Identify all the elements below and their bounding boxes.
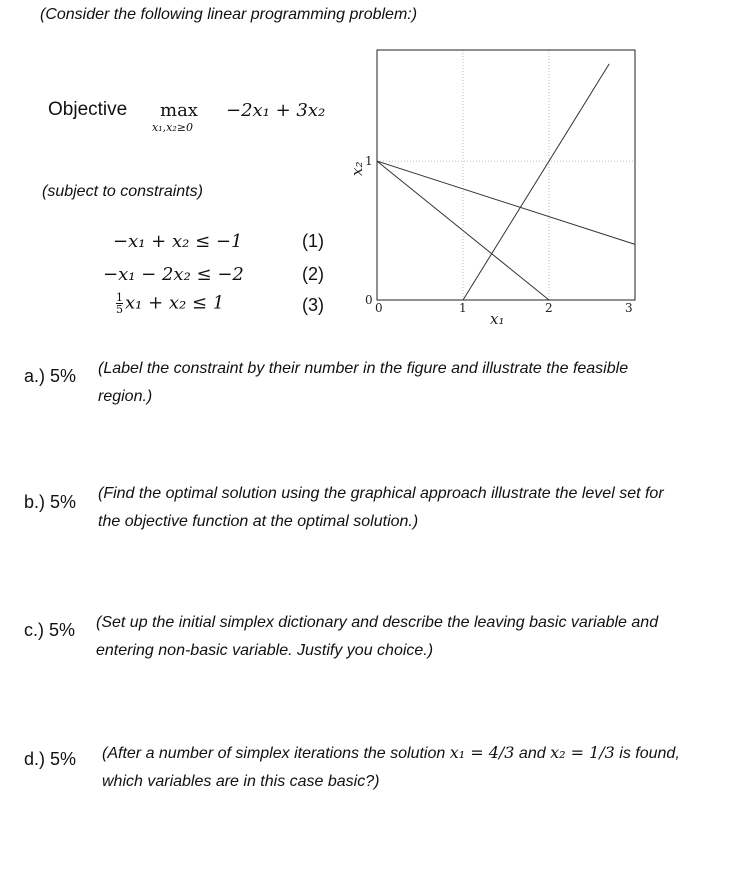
x-tick-label-1: 1 xyxy=(459,301,467,315)
y-origin-label: 0 xyxy=(365,293,373,307)
question-d-math-x1: x₁ = 4/3 xyxy=(449,743,515,762)
subject-to-text: (subject to constraints) xyxy=(42,183,203,200)
constraint-3-number: (3) xyxy=(302,295,324,315)
y-tick-label-1: 1 xyxy=(365,154,373,169)
constraint-2-expression: −x₁ − 2x₂ ≤ −2 xyxy=(103,264,244,285)
question-d-text-before: (After a number of simplex iterations the solution xyxy=(102,745,450,762)
x-axis-label: x₁ xyxy=(490,310,505,328)
fraction-denominator: 5 xyxy=(116,303,123,316)
fraction-one-fifth xyxy=(116,292,123,315)
plot-frame xyxy=(377,50,635,300)
constraint-line-3 xyxy=(377,161,635,244)
question-d-text xyxy=(102,739,682,796)
constraint-3-expression xyxy=(116,292,224,315)
constraint-line-2 xyxy=(377,161,549,300)
constraint-3-rest: x₁ + x₂ ≤ 1 xyxy=(125,292,225,314)
question-d-text-mid: and xyxy=(514,745,551,762)
question-d-math-x2: x₂ = 1/3 xyxy=(550,743,615,762)
intro-text: (Consider the following linear programming problem:) xyxy=(40,6,418,23)
objective-label: Objective xyxy=(48,99,128,120)
y-axis-label: x₂ xyxy=(348,161,366,176)
question-d-label: d.) 5% xyxy=(24,749,77,769)
question-c-text: (Set up the initial simplex dictionary and describe the leaving basic variable and entering non-basic variable. Justify you choice.) xyxy=(96,614,659,659)
question-b-label: b.) 5% xyxy=(24,492,77,512)
constraint-lines xyxy=(377,64,635,300)
x-tick-label-3: 3 xyxy=(625,301,633,315)
objective-expression: −2x₁ + 3x₂ xyxy=(226,100,326,121)
grid-lines xyxy=(377,50,635,300)
constraint-2-number: (2) xyxy=(302,264,324,284)
constraint-line-1 xyxy=(463,64,609,300)
question-a-label: a.) 5% xyxy=(24,366,77,386)
question-b-text: (Find the optimal solution using the graphical approach illustrate the level set for the objective function at the optimal solution.) xyxy=(98,485,664,530)
question-d-text-after: is found, which variables are in this case basic?) xyxy=(102,745,680,790)
max-subscript: x₁,x₂≥0 xyxy=(152,121,193,134)
constraint-1-number: (1) xyxy=(302,231,324,251)
question-c-label: c.) 5% xyxy=(24,620,76,640)
question-a-text: (Label the constraint by their number in the figure and illustrate the feasible region.) xyxy=(98,360,629,405)
constraint-figure xyxy=(340,40,640,340)
constraint-1-expression: −x₁ + x₂ ≤ −1 xyxy=(113,231,243,252)
fraction-numerator: 1 xyxy=(116,291,123,304)
max-operator: max xyxy=(160,100,198,121)
x-tick-label-2: 2 xyxy=(545,301,553,315)
x-tick-label-0: 0 xyxy=(375,301,383,315)
